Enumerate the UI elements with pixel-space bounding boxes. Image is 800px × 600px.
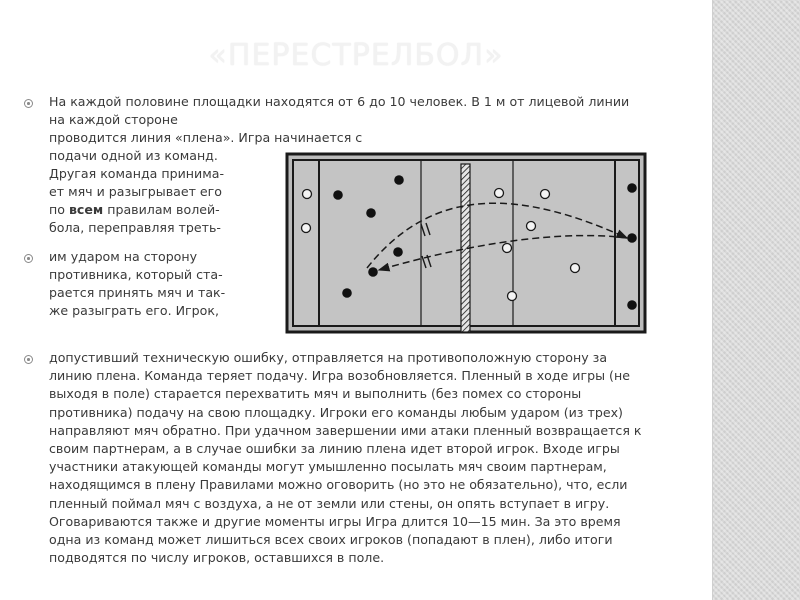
p1-line-8: бола, переправляя треть- [49,220,221,235]
p1-line-2: на каждой стороне [49,112,178,127]
bullet-icon [24,99,33,108]
player-dark [627,233,637,243]
p3-line: одна из команд может лишиться всех своих игроков (попадают в плен), либо итоги [49,531,613,547]
p3-line: подводятся по числу игроков, оставшихся в поле. [49,550,385,566]
p1-line-7-emphasis: всем [68,202,104,217]
p3-line: направляют мяч обратно. При удачном завершении ими атаки пленный возвращается к [49,422,642,438]
player-light [527,222,536,231]
bullet-icon [24,254,33,263]
p3-line: линию плена. Команда теряет подачу. Игра возобновляется. Пленный в ходе игры (не [49,368,630,384]
p2-line-3: рается принять мяч и так- [49,285,226,300]
p1-line-7-start: по [49,202,69,217]
p3-line: Оговариваются также и другие моменты игры Игра длится 10—15 мин. За это время [49,513,621,529]
p3-line: участники атакующей команды могут умышленно посылать мяч своим партнерам, [49,459,607,475]
p1-line-5: Другая команда принима- [49,166,224,181]
p3-text [49,349,642,567]
p1-line-4: подачи одной из команд. [49,148,218,163]
p1-line-7-end: правилам волей- [103,202,220,217]
p3-line: находящимся в плену Правилами можно оговорить (но это не обязательно), что, если [49,477,628,493]
p1-line-1: На каждой половине площадки находятся от 6 до 10 человек. В 1 м от лицевой линии [49,94,630,109]
player-light [495,189,504,198]
p1-line-3: проводится линия «плена». Игра начинается с [49,130,363,145]
player-light [508,292,517,301]
p1-line-6: ет мяч и разыгрывает его [49,184,222,199]
p3-line: допустивший техническую ошибку, отправляется на противоположную сторону за [49,350,608,365]
p2-line-2: противника, который ста- [49,267,223,282]
player-dark [393,247,403,257]
player-light [503,244,512,253]
p3-line: выходя в поле) старается перехватить мяч и выполнить (без помех со стороны [49,386,582,402]
court-diagram [285,152,647,334]
player-light [571,264,580,273]
player-dark [368,267,378,277]
player-dark [342,288,352,298]
player-dark [394,175,404,185]
player-dark [366,208,376,218]
p3-line: противника) подачу на свою площадку. Игроки его команды любым ударом (из трех) [49,404,623,420]
p2-line-4: же разыграть его. Игрок, [49,303,219,318]
player-light [302,224,311,233]
player-light [541,190,550,199]
slide-title: «ПЕРЕСТРЕЛБОЛ» [208,38,504,73]
p3-line: пленный поймал мяч с воздуха, а не от земли или стены, он опять вступает в игру. [49,495,610,511]
player-light [303,190,312,199]
player-dark [333,190,343,200]
bullet-icon [24,355,33,364]
decorative-sidebar [712,0,800,600]
p3-line: своим партнерам, а в случае ошибки за линию плена идет второй игрок. Входе игры [49,440,620,456]
p1-line-7 [49,201,220,219]
player-dark [627,300,637,310]
p2-line-1: им ударом на сторону [49,249,198,264]
player-dark [627,183,637,193]
